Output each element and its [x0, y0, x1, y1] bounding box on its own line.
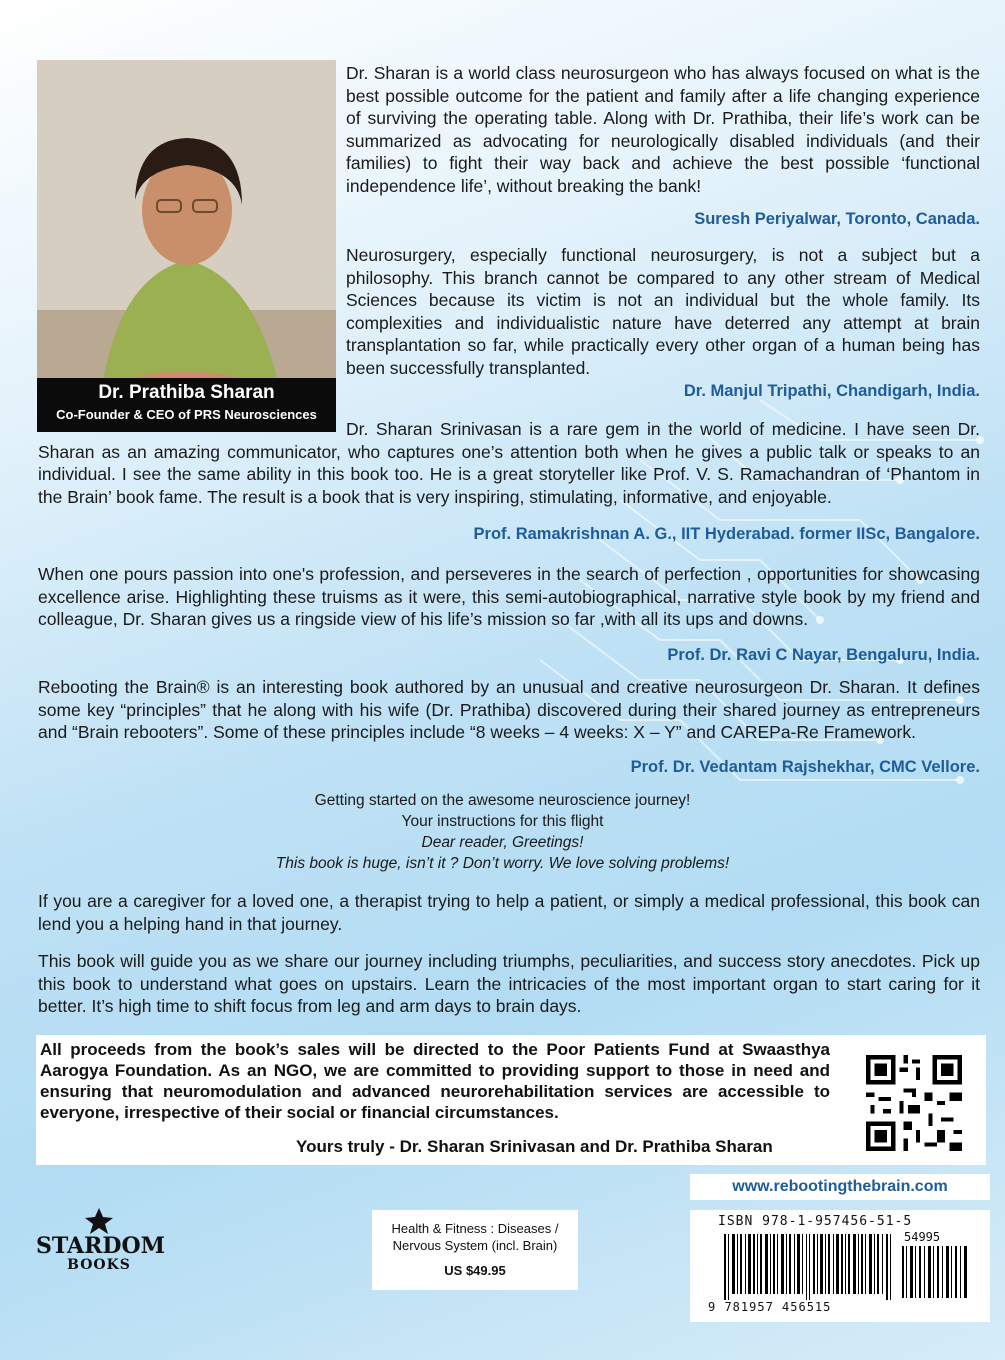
publisher-name: STARDOM: [36, 1233, 166, 1259]
testimonial-text-1: Dr. Sharan is a world class neurosurgeon who has always focused on what is the best possible outcome for the patient and family after a life changing experience of surviving the operating table. Along with Dr. Prathiba, their life’s work can be summarized as advocating for neurologically disabled individuals (and their families) to fight their way back and achieve the best possible ‘functional independence life’, without breaking the bank!: [346, 63, 980, 196]
portrait-illustration: [37, 60, 336, 432]
testimonial-author-3: Prof. Ramakrishnan A. G., IIT Hyderabad. former IISc, Bangalore.: [473, 525, 980, 543]
intro-line-2: Your instructions for this flight: [401, 813, 604, 830]
testimonial-text-5: Rebooting the Brain® is an interesting book authored by an unusual and creative neurosurgeon Dr. Sharan. It defines some key “principles” that he along with his wife (Dr. Prathiba) discovered during their shared journey as entrepreneurs and “Brain rebooters”. Some of these principles include “8 weeks – 4 weeks: X – Y” and CAREPa-Re Framework.: [38, 677, 980, 742]
intro-block: [200, 790, 805, 874]
barcode-addon-icon: [902, 1246, 972, 1298]
category-box: [372, 1210, 578, 1290]
testimonial-text-3: Dr. Sharan Srinivasan is a rare gem in the world of medicine. I have seen Dr. Sharan as an amazing communicator, who captures one’s attention both when he gives a public talk or speaks to an individual. I see the same ability in this book too. He is a great storyteller like Prof. V. S. Ramachandran of ‘Phantom in the Brain’ book fame. The result is a book that is very inspiring, stimulating, informative, and enjoyable.: [38, 419, 980, 507]
barcode-digits: 9 781957 456515: [708, 1300, 832, 1314]
intro-line-3: Dear reader, Greetings!: [421, 834, 584, 851]
website-link[interactable]: www.rebootingthebrain.com: [690, 1174, 990, 1200]
testimonial-author-2: Dr. Manjul Tripathi, Chandigarh, India.: [683, 382, 980, 400]
testimonial-author-5: Prof. Dr. Vedantam Rajshekhar, CMC Vellore.: [630, 758, 980, 776]
price: US $49.95: [444, 1263, 506, 1278]
intro-line-1: Getting started on the awesome neuroscience journey!: [314, 792, 691, 809]
barcode-box: [690, 1210, 990, 1322]
profile-role: Co-Founder & CEO of PRS Neurosciences: [56, 407, 317, 422]
testimonial-author-1: Suresh Periyalwar, Toronto, Canada.: [694, 210, 980, 228]
intro-line-4: This book is huge, isn’t it ? Don’t worry. We love solving problems!: [275, 855, 730, 872]
barcode-main-icon: [724, 1234, 894, 1300]
testimonial-text-2: Neurosurgery, especially functional neurosurgery, is not a subject but a philosophy. This branch cannot be compared to any other stream of Medical Sciences because its victim is not an individual but the whole family. Its complexities and individualistic nature have deterred any attempt at brain transplantation so far, while practically every other organ of a human being has been successfully transplanted.: [346, 245, 980, 378]
proceeds-signature: Yours truly - Dr. Sharan Srinivasan and Dr. Prathiba Sharan: [296, 1137, 773, 1156]
proceeds-text: All proceeds from the book’s sales will be directed to the Poor Patients Fund at Swaasthya Aarogya Foundation. As an NGO, we are committed to providing support to those in need and ensuring that neuromodulation and advanced neurorehabilitation services are accessible to everyone, irrespective of their social or financial circumstances.: [40, 1040, 830, 1122]
proceeds-box: [36, 1035, 986, 1165]
publisher-subname: BOOKS: [67, 1257, 131, 1273]
body-paragraph-2: This book will guide you as we share our journey including triumphs, peculiarities, and success story anecdotes. Pick up this book to understand what goes on upstairs. Learn the intricacies of the most important organ to start caring for it better. It’s high time to shift focus from leg and arm days to brain days.: [38, 951, 980, 1016]
publisher-logo: [36, 1207, 166, 1287]
star-icon: [84, 1207, 114, 1235]
qr-code-icon[interactable]: [862, 1051, 966, 1155]
isbn-number: ISBN 978-1-957456-51-5: [718, 1214, 913, 1229]
profile-name: Dr. Prathiba Sharan: [98, 382, 275, 403]
ean5-number: 54995: [904, 1230, 941, 1244]
category-line-1: Health & Fitness : Diseases /: [391, 1221, 559, 1236]
body-paragraph-1: If you are a caregiver for a loved one, a therapist trying to help a patient, or simply a medical professional, this book can lend you a helping hand in that journey.: [38, 891, 980, 934]
testimonial-text-4: When one pours passion into one's profession, and perseveres in the search of perfection , opportunities for showcasing excellence arise. Highlighting these truisms as it were, this semi-autobiographical, narrative style book by my friend and colleague, Dr. Sharan gives us a ringside view of his life’s mission so far ,with all its ups and downs.: [38, 564, 980, 629]
author-photo: [37, 60, 336, 432]
testimonial-author-4: Prof. Dr. Ravi C Nayar, Bengaluru, India.: [667, 646, 980, 664]
category-line-2: Nervous System (incl. Brain): [392, 1238, 558, 1253]
